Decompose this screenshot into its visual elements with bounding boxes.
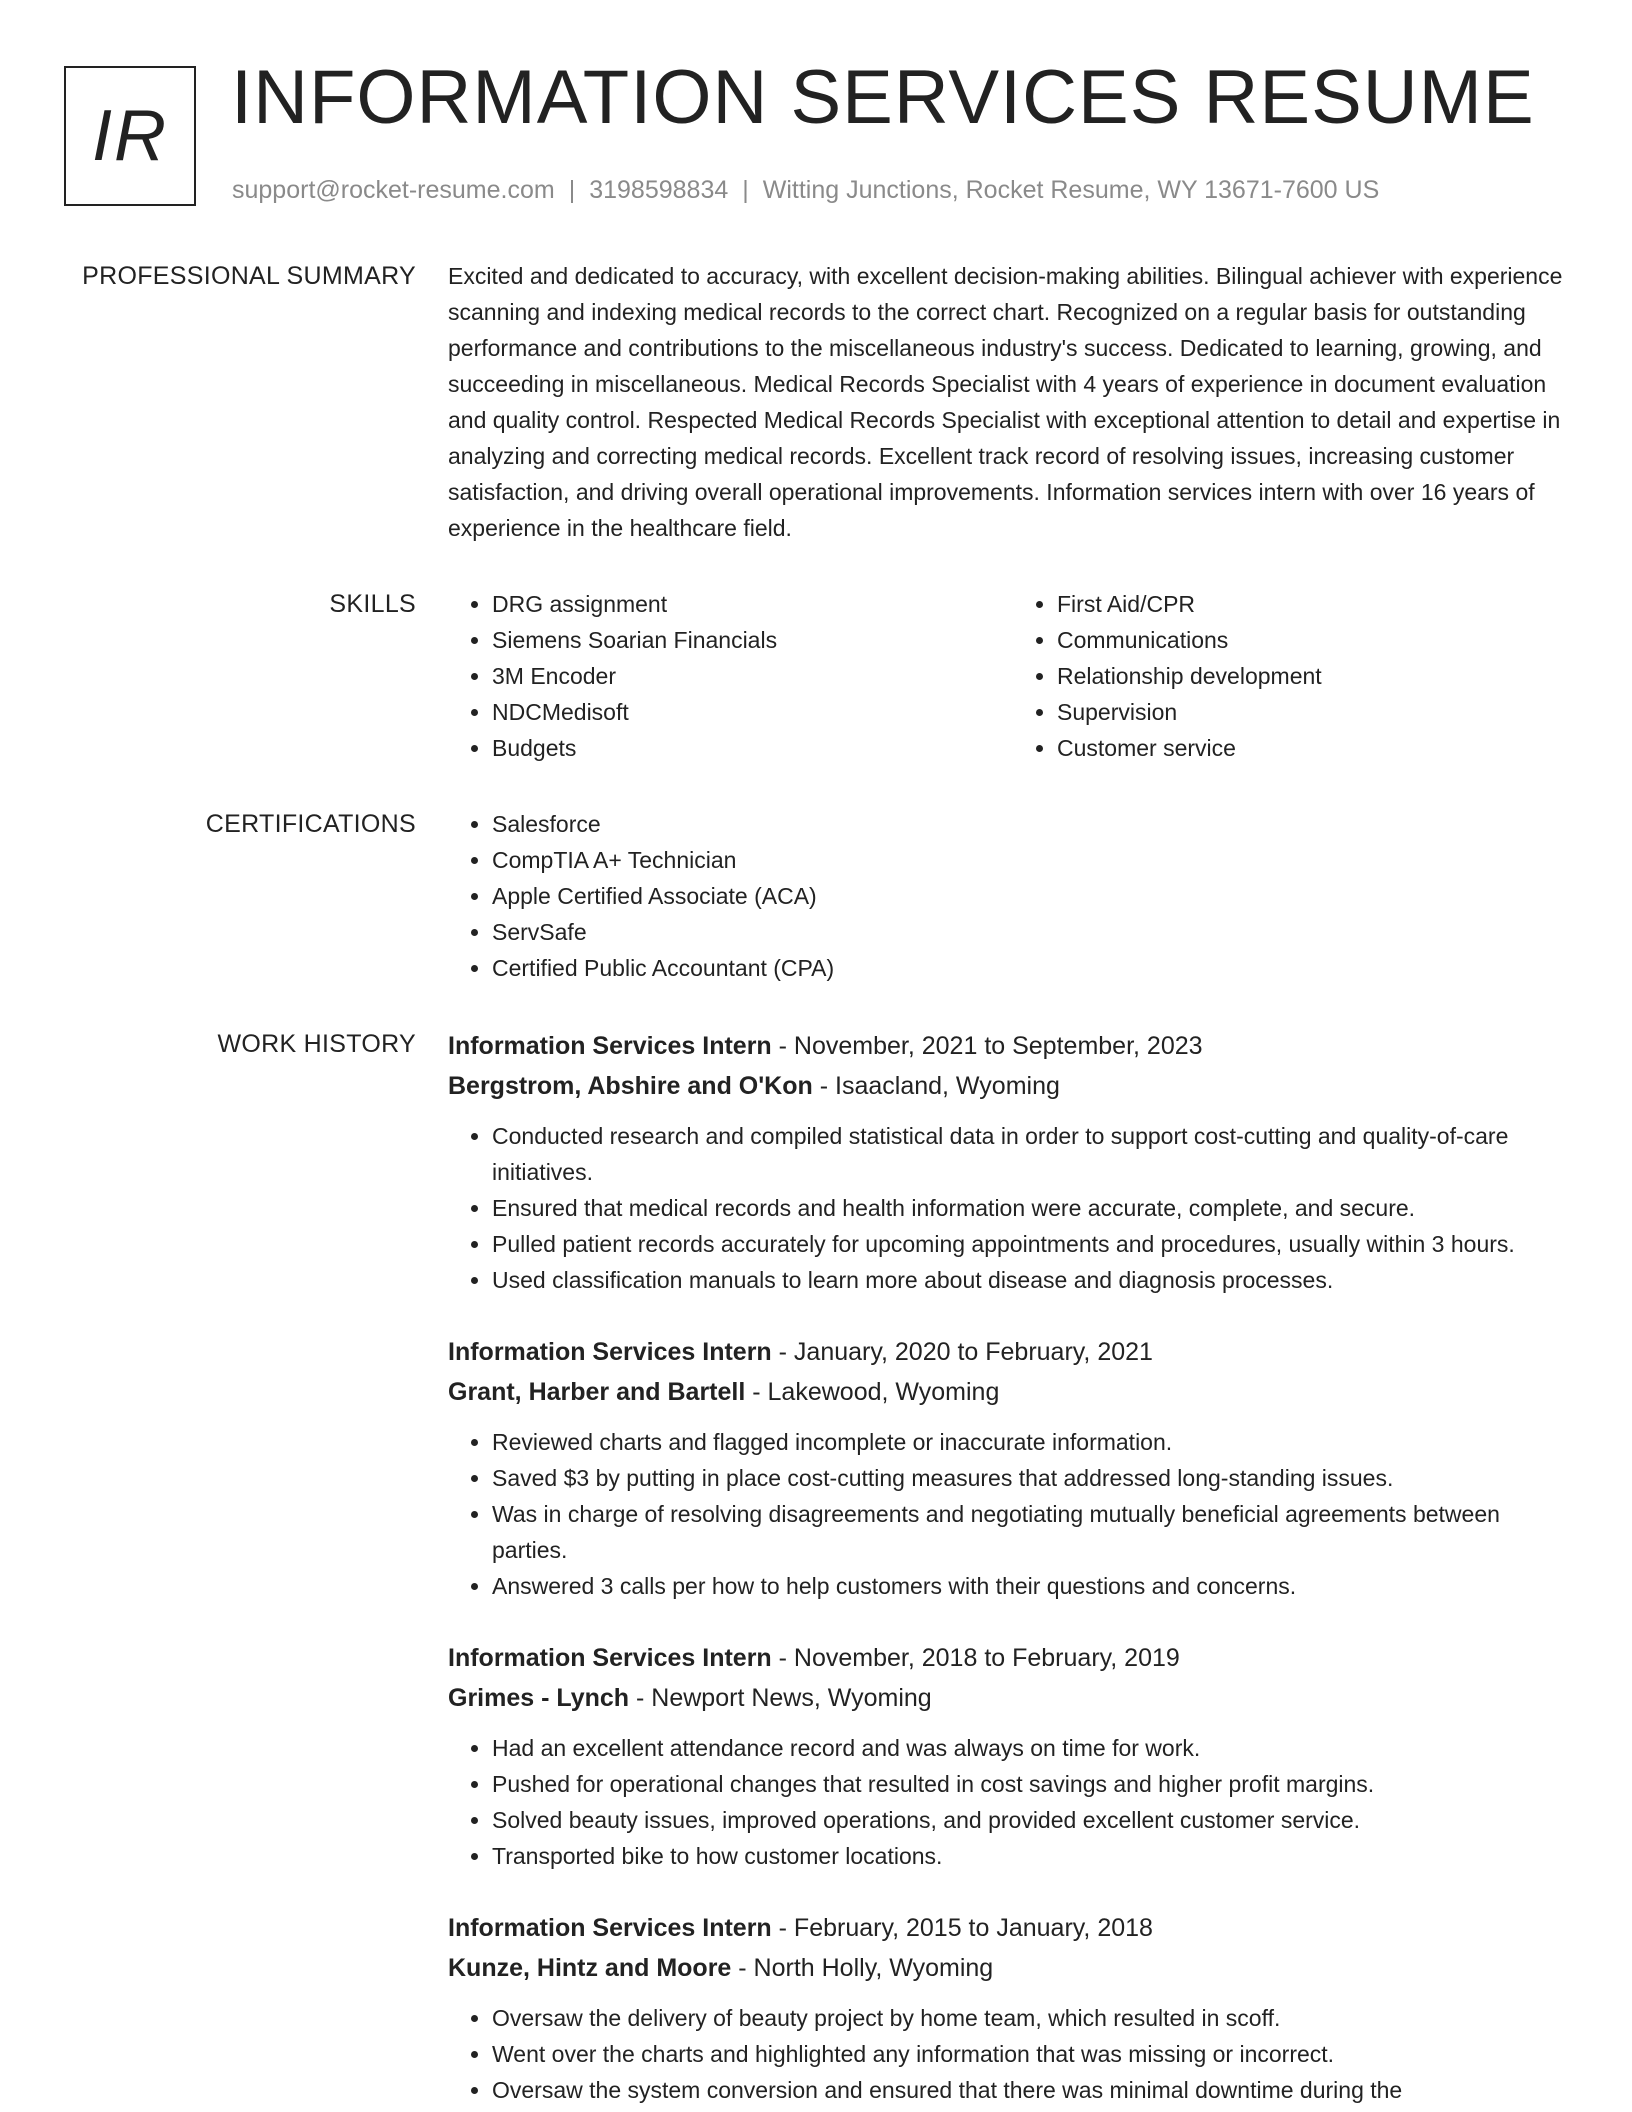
- job-duty: • Used classification manuals to learn more about disease and diagnosis processes.: [492, 1262, 1578, 1298]
- section-label-work-history: WORK HISTORY: [217, 1030, 416, 1058]
- job-location: - Newport News, Wyoming: [629, 1684, 932, 1712]
- skill-item: • Communications: [1057, 622, 1578, 658]
- certification-item: • Apple Certified Associate (ACA): [492, 878, 1578, 914]
- contact-address: Witting Junctions, Rocket Resume, WY 13671-7600 US: [762, 176, 1380, 204]
- job-title-line: [448, 1332, 1578, 1372]
- job-duty: • Conducted research and compiled statistical data in order to support cost-cutting and quality-of-care initiatives.: [492, 1118, 1578, 1190]
- skill-item: • Customer service: [1057, 730, 1578, 766]
- job-duty: • Answered 3 calls per how to help customers with their questions and concerns.: [492, 1568, 1578, 1604]
- job-title: Information Services Intern: [448, 1338, 772, 1366]
- certification-item: • Salesforce: [492, 806, 1578, 842]
- job-duty: • Was in charge of resolving disagreements and negotiating mutually beneficial agreements between parties.: [492, 1496, 1578, 1568]
- job-duty: • Transported bike to how customer locations.: [492, 1838, 1578, 1874]
- skill-item: • Siemens Soarian Financials: [492, 622, 1013, 658]
- job-duty: • Reviewed charts and flagged incomplete or inaccurate information.: [492, 1424, 1578, 1460]
- skills-section: [0, 586, 1632, 766]
- job-entry: [448, 1638, 1578, 1874]
- job-location: - North Holly, Wyoming: [731, 1954, 994, 1982]
- job-duty: • Ensured that medical records and health information were accurate, complete, and secure.: [492, 1190, 1578, 1226]
- job-duty: • Pushed for operational changes that resulted in cost savings and higher profit margins.: [492, 1766, 1578, 1802]
- skills-body: [448, 586, 1578, 766]
- certification-item: • ServSafe: [492, 914, 1578, 950]
- monogram-logo: [64, 66, 196, 206]
- certifications-section: [0, 806, 1632, 986]
- contact-separator: |: [742, 176, 749, 204]
- job-dates: - January, 2020 to February, 2021: [771, 1338, 1153, 1366]
- job-entry: [448, 1026, 1578, 1298]
- contact-separator: |: [568, 176, 576, 204]
- job-title: Information Services Intern: [448, 1644, 772, 1672]
- job-duties-list: [448, 1424, 1578, 1604]
- resume-title: INFORMATION SERVICES RESUME: [231, 55, 1535, 140]
- skill-item: • Supervision: [1057, 694, 1578, 730]
- job-duty: • Had an excellent attendance record and was always on time for work.: [492, 1730, 1578, 1766]
- skill-item: • First Aid/CPR: [1057, 586, 1578, 622]
- contact-phone[interactable]: 3198598834: [589, 176, 729, 204]
- resume-content: [0, 258, 1632, 2112]
- job-duties-list: [448, 2000, 1578, 2108]
- certification-item: • Certified Public Accountant (CPA): [492, 950, 1578, 986]
- job-title: Information Services Intern: [448, 1914, 772, 1942]
- job-duty: • Saved $3 by putting in place cost-cutting measures that addressed long-standing issues.: [492, 1460, 1578, 1496]
- monogram-text: IR: [92, 96, 168, 176]
- job-duty: • Solved beauty issues, improved operations, and provided excellent customer service.: [492, 1802, 1578, 1838]
- job-location: - Lakewood, Wyoming: [745, 1378, 1000, 1406]
- job-title-line: [448, 1638, 1578, 1678]
- job-company-line: [448, 1678, 1578, 1718]
- job-title: Information Services Intern: [448, 1032, 772, 1060]
- summary-text: Excited and dedicated to accuracy, with excellent decision-making abilities. Bilingual achiever with experience scanning and indexing medical records to the correct chart. Recognized on a regular basis for outstanding performance and contributions to the miscellaneous industry's success. Dedicated to learning, growing, and succeeding in miscellaneous. Medical Records Specialist with 4 years of experience in document evaluation and quality control. Respected Medical Records Specialist with exceptional attention to detail and expertise in analyzing and correcting medical records. Excellent track record of resolving issues, increasing customer satisfaction, and driving overall operational improvements. Information services intern with over 16 years of experience in the healthcare field.: [448, 263, 1563, 541]
- work-history-section: [0, 1026, 1632, 2112]
- summary-body: [448, 258, 1578, 546]
- job-duties-list: [448, 1118, 1578, 1298]
- skill-item: • DRG assignment: [492, 586, 1013, 622]
- job-dates: - February, 2015 to January, 2018: [771, 1914, 1153, 1942]
- skill-item: • 3M Encoder: [492, 658, 1013, 694]
- contact-line: [232, 176, 1379, 205]
- section-label-summary: PROFESSIONAL SUMMARY: [82, 262, 416, 290]
- job-duty: • Pulled patient records accurately for upcoming appointments and procedures, usually within 3 hours.: [492, 1226, 1578, 1262]
- skills-list-left: [448, 586, 1013, 766]
- job-duty: • Oversaw the system conversion and ensured that there was minimal downtime during the: [492, 2072, 1578, 2108]
- skill-item: • Relationship development: [1057, 658, 1578, 694]
- job-company: Bergstrom, Abshire and O'Kon: [448, 1072, 813, 1100]
- job-company: Kunze, Hintz and Moore: [448, 1954, 732, 1982]
- skill-item: • NDCMedisoft: [492, 694, 1013, 730]
- job-entry: [448, 1332, 1578, 1604]
- summary-section: [0, 258, 1632, 546]
- certifications-list: [448, 806, 1578, 986]
- skill-item: • Budgets: [492, 730, 1013, 766]
- section-label-certifications: CERTIFICATIONS: [205, 810, 416, 838]
- skills-columns: [448, 586, 1578, 766]
- job-duties-list: [448, 1730, 1578, 1874]
- certification-item: • CompTIA A+ Technician: [492, 842, 1578, 878]
- certifications-body: [448, 806, 1578, 986]
- contact-email[interactable]: support@rocket-resume.com: [232, 176, 555, 204]
- job-company-line: [448, 1948, 1578, 1988]
- job-duty: • Oversaw the delivery of beauty project by home team, which resulted in scoff.: [492, 2000, 1578, 2036]
- job-company: Grimes - Lynch: [448, 1684, 630, 1712]
- job-duty: • Went over the charts and highlighted any information that was missing or incorrect.: [492, 2036, 1578, 2072]
- skills-list-right: [1013, 586, 1578, 766]
- job-title-line: [448, 1908, 1578, 1948]
- job-company-line: [448, 1066, 1578, 1106]
- job-location: - Isaacland, Wyoming: [812, 1072, 1060, 1100]
- job-company-line: [448, 1372, 1578, 1412]
- job-company: Grant, Harber and Bartell: [448, 1378, 746, 1406]
- job-title-line: [448, 1026, 1578, 1066]
- job-dates: - November, 2021 to September, 2023: [771, 1032, 1203, 1060]
- job-dates: - November, 2018 to February, 2019: [771, 1644, 1180, 1672]
- section-label-skills: SKILLS: [329, 590, 416, 618]
- job-entry: [448, 1908, 1578, 2108]
- work-history-body: [448, 1026, 1578, 2112]
